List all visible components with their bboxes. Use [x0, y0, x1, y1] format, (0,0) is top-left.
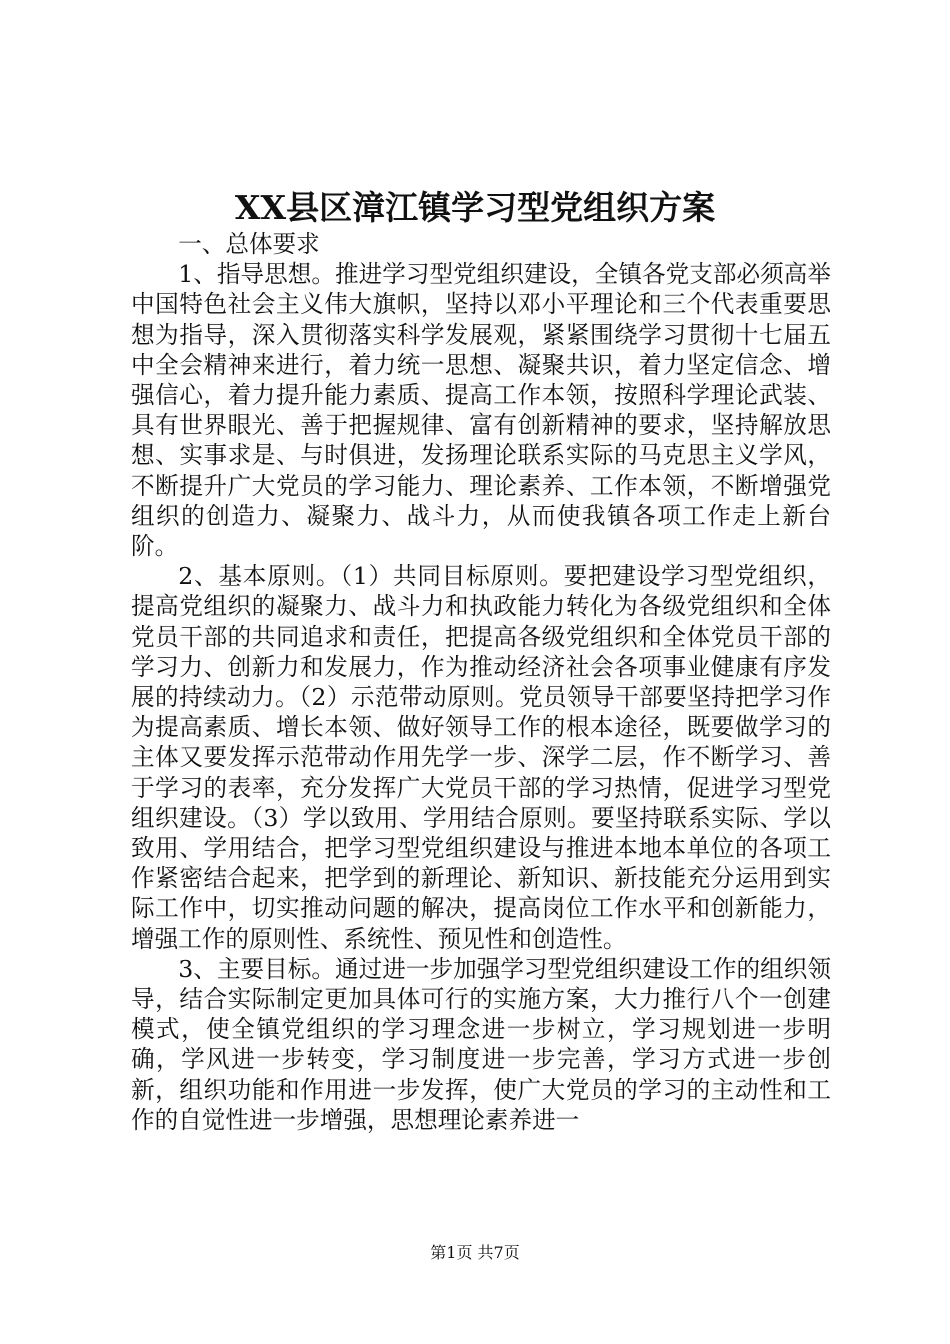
section-heading: 一、总体要求: [178, 230, 320, 258]
document-title: XX县区漳江镇学习型党组织方案: [234, 188, 716, 227]
paragraph-basic-principles: 2、基本原则。（1）共同目标原则。要把建设学习型党组织，提高党组织的凝聚力、战斗力和执政能力转化为各级党组织和全体党员干部的共同追求和责任，把提高各级党组织和全体党员干部的学习力、创新力和发展力，作为推动经济社会各项事业健康有序发展的持续动力。（2）示范带动原则。党员领导干部要坚持把学习作为提高素质、增长本领、做好领导工作的根本途径，既要做学习的主体又要发挥示范带动作用先学一步、深学二层，作不断学习、善于学习的表率，充分发挥广大党员干部的学习热情，促进学习型党组织建设。（3）学以致用、学用结合原则。要坚持联系实际、学以致用、学用结合，把学习型党组织建设与推进本地本单位的各项工作紧密结合起来，把学到的新理论、新知识、新技能充分运用到实际工作中，切实推动问题的解决，提高岗位工作水平和创新能力，增强工作的原则性、系统性、预见性和创造性。: [131, 562, 831, 953]
document-body: [131, 229, 831, 1135]
paragraph-guiding-thought: 1、指导思想。推进学习型党组织建设，全镇各党支部必须高举中国特色社会主义伟大旗帜，坚持以邓小平理论和三个代表重要思想为指导，深入贯彻落实科学发展观，紧紧围绕学习贯彻十七届五中全会精神来进行，着力统一思想、凝聚共识，着力坚定信念、增强信心，着力提升能力素质、提高工作本领，按照科学理论武装、具有世界眼光、善于把握规律、富有创新精神的要求，坚持解放思想、实事求是、与时俱进，发扬理论联系实际的马克思主义学风，不断提升广大党员的学习能力、理论素养、工作本领，不断增强党组织的创造力、凝聚力、战斗力，从而使我镇各项工作走上新台阶。: [131, 260, 831, 561]
paragraph-main-goals: 3、主要目标。通过进一步加强学习型党组织建设工作的组织领导，结合实际制定更加具体可行的实施方案，大力推行八个一创建模式，使全镇党组织的学习理念进一步树立，学习规划进一步明确，学风进一步转变，学习制度进一步完善，学习方式进一步创新，组织功能和作用进一步发挥，使广大党员的学习的主动性和工作的自觉性进一步增强，思想理论素养进一: [131, 954, 831, 1134]
page-footer: 第1页 共7页: [430, 1243, 520, 1262]
